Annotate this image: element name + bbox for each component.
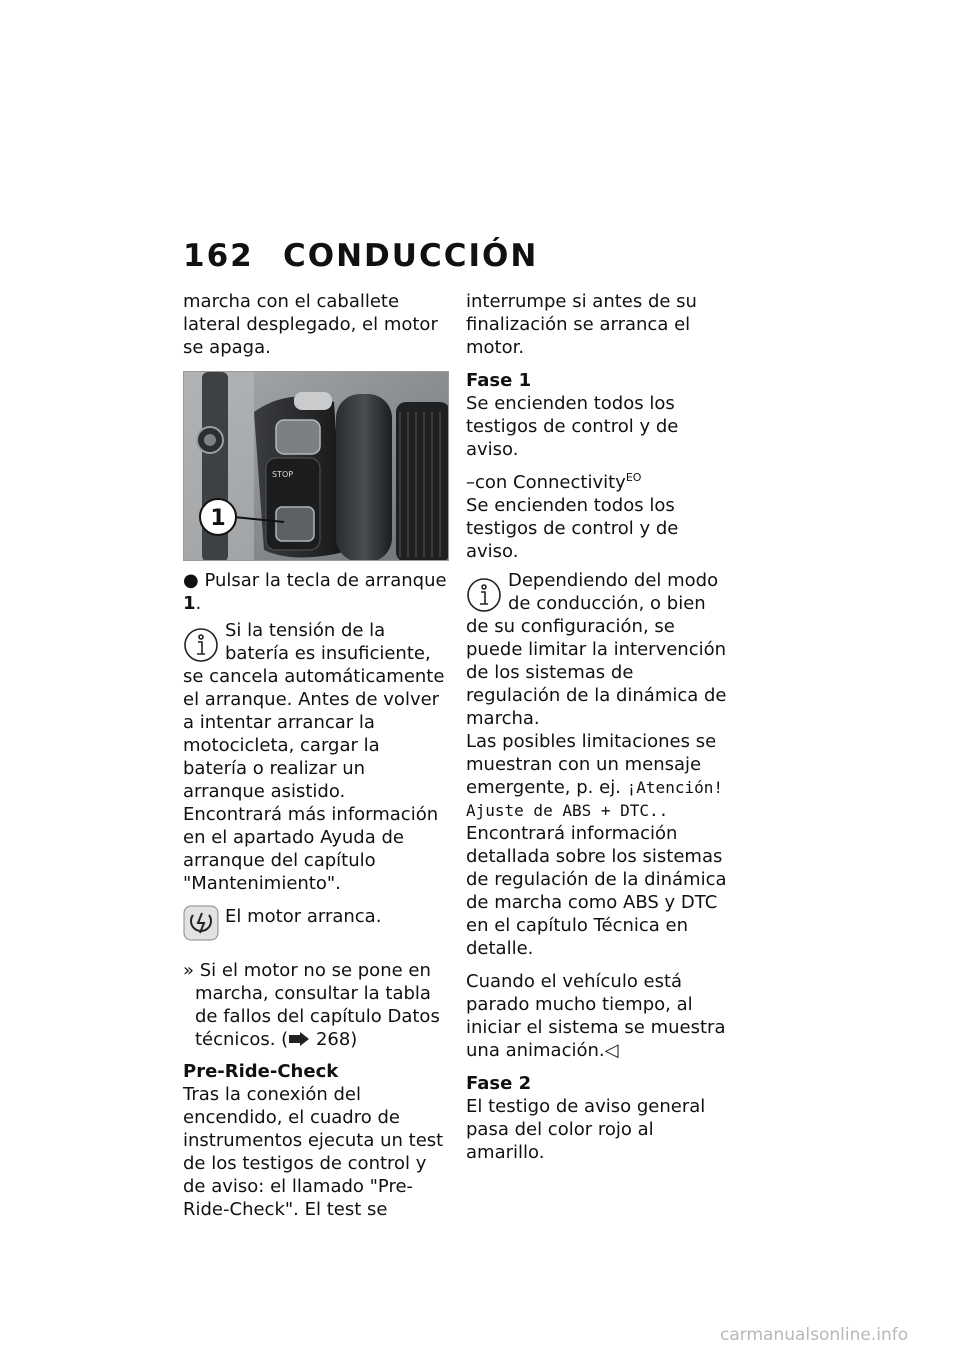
connectivity-option-code: EO (625, 471, 642, 484)
info-icon (183, 627, 219, 663)
page-header (183, 238, 743, 282)
connectivity-option-text: Se encienden todos los testigos de control y de aviso. (466, 495, 679, 562)
start-button-photo (183, 371, 449, 561)
pre-ride-check-heading: Pre-Ride-Check (183, 1061, 339, 1082)
riding-mode-note-line3: Encontrará información detallada sobre los sistemas de regulación de la dinámica de marcha como ABS y DTC en el capítulo Técnica en detalle. (466, 823, 727, 959)
connectivity-option (466, 471, 732, 494)
watermark: carmanualsonline.info (720, 1325, 909, 1345)
page-number: 162 (183, 238, 254, 274)
page-ref-arrow-icon (288, 1032, 310, 1046)
animation-paragraph (466, 970, 732, 1062)
battery-note-followup: Encontrará más información en el apartado Ayuda de arranque del capítulo "Mantenimiento". (183, 804, 439, 894)
riding-mode-note (466, 569, 732, 960)
riding-mode-note-line2: Las posibles limitaciones se muestran con un mensaje emergente, p. ej. (466, 731, 717, 798)
section-title: CONDUCCIÓN (283, 238, 539, 274)
result-text: El motor arranca. (225, 906, 382, 927)
phase1-text: Se encienden todos los testigos de control y de aviso. (466, 393, 679, 460)
right-column (466, 290, 732, 1170)
start-step-ref: 1 (183, 593, 196, 614)
connectivity-option-label: –con Connectivity (466, 472, 626, 493)
stop-label: STOP (272, 470, 294, 479)
start-step-text: Pulsar la tecla de arranque (204, 570, 447, 591)
battery-note (183, 619, 449, 895)
conditional-step: » Si el motor no se pone en marcha, consultar la tabla de fallos del capítulo Datos técnicos. ( 268) (183, 960, 440, 1050)
result-note (183, 905, 449, 951)
conditional-text: Si el motor no se pone en marcha, consultar la tabla de fallos del capítulo Datos técnicos. (195, 960, 440, 1050)
pre-ride-check-text: Tras la conexión del encendido, el cuadro de instrumentos ejecuta un test de los testigos de control y de aviso: el llamado "Pre-Ride-Check". El test se (183, 1084, 444, 1220)
left-column (183, 290, 449, 1227)
bullet-icon: ● (183, 570, 199, 591)
phase2-heading: Fase 2 (466, 1073, 532, 1094)
engine-start-result-icon (183, 905, 219, 941)
info-icon (466, 577, 502, 613)
start-step: ● Pulsar la tecla de arranque 1. (183, 570, 447, 614)
continuation-paragraph: interrumpe si antes de su finalización se arranca el motor. (466, 291, 697, 358)
animation-text: Cuando el vehículo está parado mucho tiempo, al iniciar el sistema se muestra una animación. (466, 971, 726, 1061)
photo-callout-1: 1 (210, 506, 226, 531)
phase2-text: El testigo de aviso general pasa del color rojo al amarillo. (466, 1096, 706, 1163)
end-mark-icon: ◁ (604, 1040, 619, 1061)
conditional-arrow-icon: » (183, 960, 195, 981)
riding-mode-note-text: Dependiendo del modo de conducción, o bien de su configuración, se puede limitar la intervención de los sistemas de regulación de la dinámica de marcha. (466, 570, 727, 729)
handlebar-switch-illustration (184, 372, 449, 561)
intro-paragraph: marcha con el caballete lateral desplegado, el motor se apaga. (183, 291, 438, 358)
battery-note-text: Si la tensión de la batería es insuficiente, se cancela automáticamente el arranque. Antes de volver a intentar arrancar la motocicleta, cargar la batería o realizar un arranque asistido. (183, 620, 445, 802)
phase1-heading: Fase 1 (466, 370, 532, 391)
page-ref[interactable]: 268 (315, 1029, 351, 1050)
popup-message: ¡Atención! Ajuste de ABS + DTC.. (466, 778, 723, 820)
